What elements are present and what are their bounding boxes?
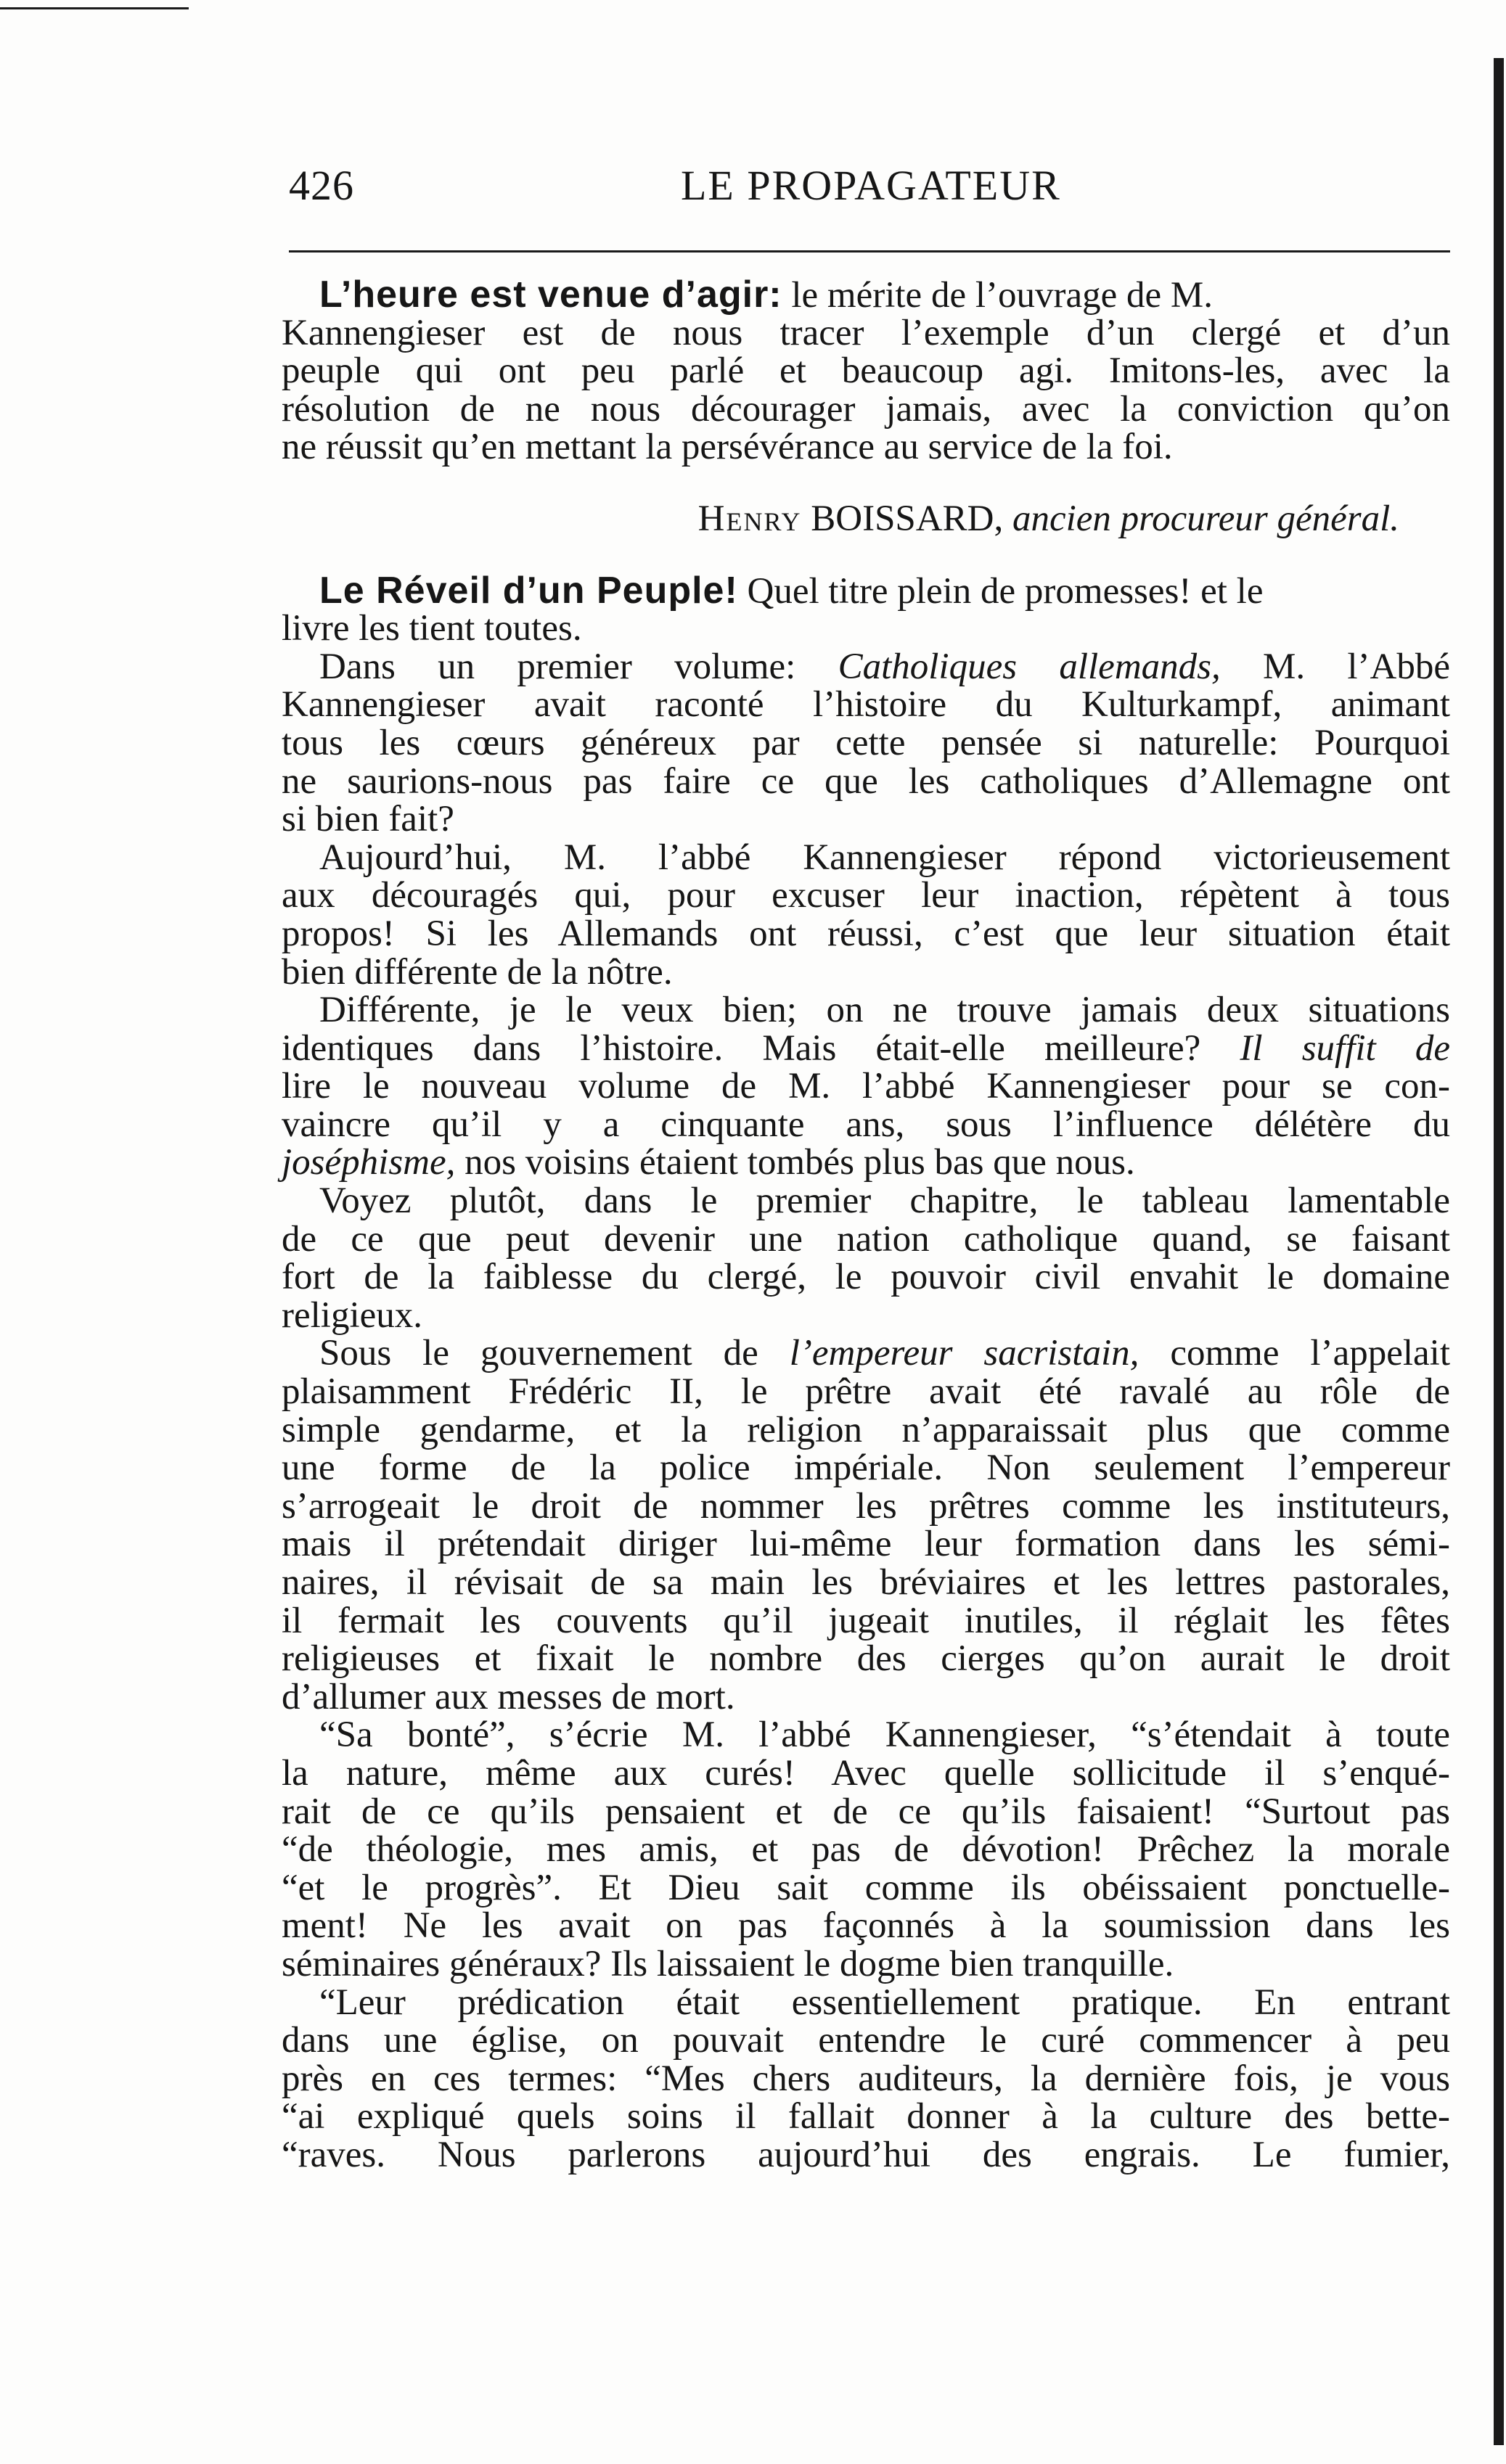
- text-line: “Leur prédication était essentiellement pratique. En entrant: [319, 1982, 1450, 2023]
- text-line: Kannengieser avait raconté l’histoire du Kulturkampf, animant: [282, 684, 1450, 726]
- text-line: séminaires généraux? Ils laissaient le dogme bien tranquille.: [282, 1943, 1174, 1984]
- page-header: [289, 161, 1436, 219]
- text-line: “raves. Nous parlerons aujourd’hui des engrais. Le fumier,: [282, 2134, 1450, 2175]
- text-line: mais il prétendait diriger lui-même leur formation dans les sémi-: [282, 1524, 1450, 1565]
- signature: [282, 500, 1450, 538]
- text-line: le mérite de l’ouvrage de M.: [782, 275, 1213, 316]
- text-line: Quel titre plein de promesses! et le: [737, 570, 1264, 612]
- text-line: livre les tient toutes.: [282, 608, 582, 649]
- text-line: rait de ce qu’ils pensaient et de ce qu’ils faisaient! “Surtout pas: [282, 1791, 1450, 1832]
- text-line: ment! Ne les avait on pas façonnés à la soumission dans les: [282, 1905, 1450, 1947]
- running-title: LE PROPAGATEUR: [681, 162, 1061, 209]
- text-line: lire le nouveau volume de M. l’abbé Kannengieser pour se con-: [282, 1066, 1450, 1107]
- page-number: 426: [289, 162, 354, 209]
- italic-term: joséphisme,: [282, 1142, 456, 1183]
- header-rule: [289, 250, 1450, 252]
- text-line: Aujourd’hui, M. l’abbé Kannengieser répond victorieusement: [319, 837, 1450, 878]
- text-line: aux découragés qui, pour excuser leur inaction, répètent à tous: [282, 875, 1450, 916]
- text-line: si bien fait?: [282, 799, 454, 840]
- text-line: de ce que peut devenir une nation catholique quand, se faisant: [282, 1218, 1450, 1260]
- section2-first-line: [282, 569, 1450, 612]
- text-line: “ai expliqué quels soins il fallait donner à la culture des bette-: [282, 2096, 1450, 2137]
- page-body: [282, 276, 1450, 2175]
- text-line: peuple qui ont peu parlé et beaucoup agi. Imitons-les, avec la: [282, 350, 1450, 392]
- text-line: plaisamment Frédéric II, le prêtre avait été ravalé au rôle de: [282, 1371, 1450, 1413]
- text-line: s’arrogeait le droit de nommer les prêtres comme les instituteurs,: [282, 1485, 1450, 1527]
- book-title: Catholiques allemands,: [838, 646, 1221, 687]
- text-line: Différente, je le veux bien; on ne trouve jamais deux situations: [319, 990, 1450, 1031]
- text-line: ne saurions-nous pas faire ce que les catholiques d’Allemagne ont: [282, 760, 1450, 802]
- text-line: religieux.: [282, 1294, 423, 1336]
- text-line: la nature, même aux curés! Avec quelle sollicitude il s’enqué-: [282, 1752, 1450, 1794]
- section1-first-line: [282, 276, 1450, 314]
- signature-title: ancien procureur général.: [1003, 498, 1399, 539]
- text-line: “et le progrès”. Et Dieu sait comme ils obéissaient ponctuelle-: [282, 1867, 1450, 1908]
- text-line: Voyez plutôt, dans le premier chapitre, le tableau lamentable: [319, 1180, 1450, 1222]
- scan-edge-line: [0, 7, 189, 9]
- text-line: “Sa bonté”, s’écrie M. l’abbé Kannengieser, “s’étendait à toute: [319, 1714, 1450, 1756]
- text-line: près en ces termes: “Mes chers auditeurs, la dernière fois, je vous: [282, 2058, 1450, 2099]
- signature-first-name: Henry: [697, 498, 802, 539]
- text-line: il fermait les couvents qu’il jugeait inutiles, il réglait les fêtes: [282, 1600, 1450, 1641]
- text-line: identiques dans l’histoire. Mais était-elle meilleure? Il suffit de: [282, 1027, 1450, 1069]
- text-line: tous les cœurs généreux par cette pensée si naturelle: Pourquoi: [282, 722, 1450, 763]
- text-line: une forme de la police impériale. Non seulement l’empereur: [282, 1447, 1450, 1489]
- text-line: bien différente de la nôtre.: [282, 951, 673, 993]
- text-line: naires, il révisait de sa main les bréviaires et les lettres pastorales,: [282, 1562, 1450, 1603]
- text-line: simple gendarme, et la religion n’apparaissait plus que comme: [282, 1409, 1450, 1450]
- text-line: Sous le gouvernement de l’empereur sacristain, comme l’appelait: [319, 1333, 1450, 1374]
- signature-last-name: BOISSARD,: [801, 498, 1004, 539]
- italic-term: l’empereur sacristain,: [789, 1333, 1139, 1374]
- text-line: ne réussit qu’en mettant la persévérance au service de la foi.: [282, 427, 1173, 468]
- section-heading: Le Réveil d’un Peuple!: [319, 569, 738, 612]
- text-line: joséphisme, nos voisins étaient tombés plus bas que nous.: [282, 1142, 1135, 1183]
- section-heading: L’heure est venue d’agir:: [319, 274, 782, 316]
- text-line: Dans un premier volume: Catholiques allemands, M. l’Abbé: [319, 646, 1450, 687]
- scan-spine-shadow: [1494, 58, 1504, 2445]
- text-line: d’allumer aux messes de mort.: [282, 1676, 735, 1717]
- text-line: vaincre qu’il y a cinquante ans, sous l’influence délétère du: [282, 1104, 1450, 1145]
- text-line: dans une église, on pouvait entendre le curé commencer à peu: [282, 2020, 1450, 2061]
- text-line: religieuses et fixait le nombre des cierges qu’on aurait le droit: [282, 1638, 1450, 1680]
- text-line: “de théologie, mes amis, et pas de dévotion! Prêchez la morale: [282, 1829, 1450, 1870]
- text-line: Kannengieser est de nous tracer l’exemple d’un clergé et d’un: [282, 312, 1450, 353]
- text-line: propos! Si les Allemands ont réussi, c’est que leur situation était: [282, 913, 1450, 954]
- text-line: fort de la faiblesse du clergé, le pouvoir civil envahit le domaine: [282, 1257, 1450, 1298]
- text-line: résolution de ne nous décourager jamais, avec la conviction qu’on: [282, 388, 1450, 430]
